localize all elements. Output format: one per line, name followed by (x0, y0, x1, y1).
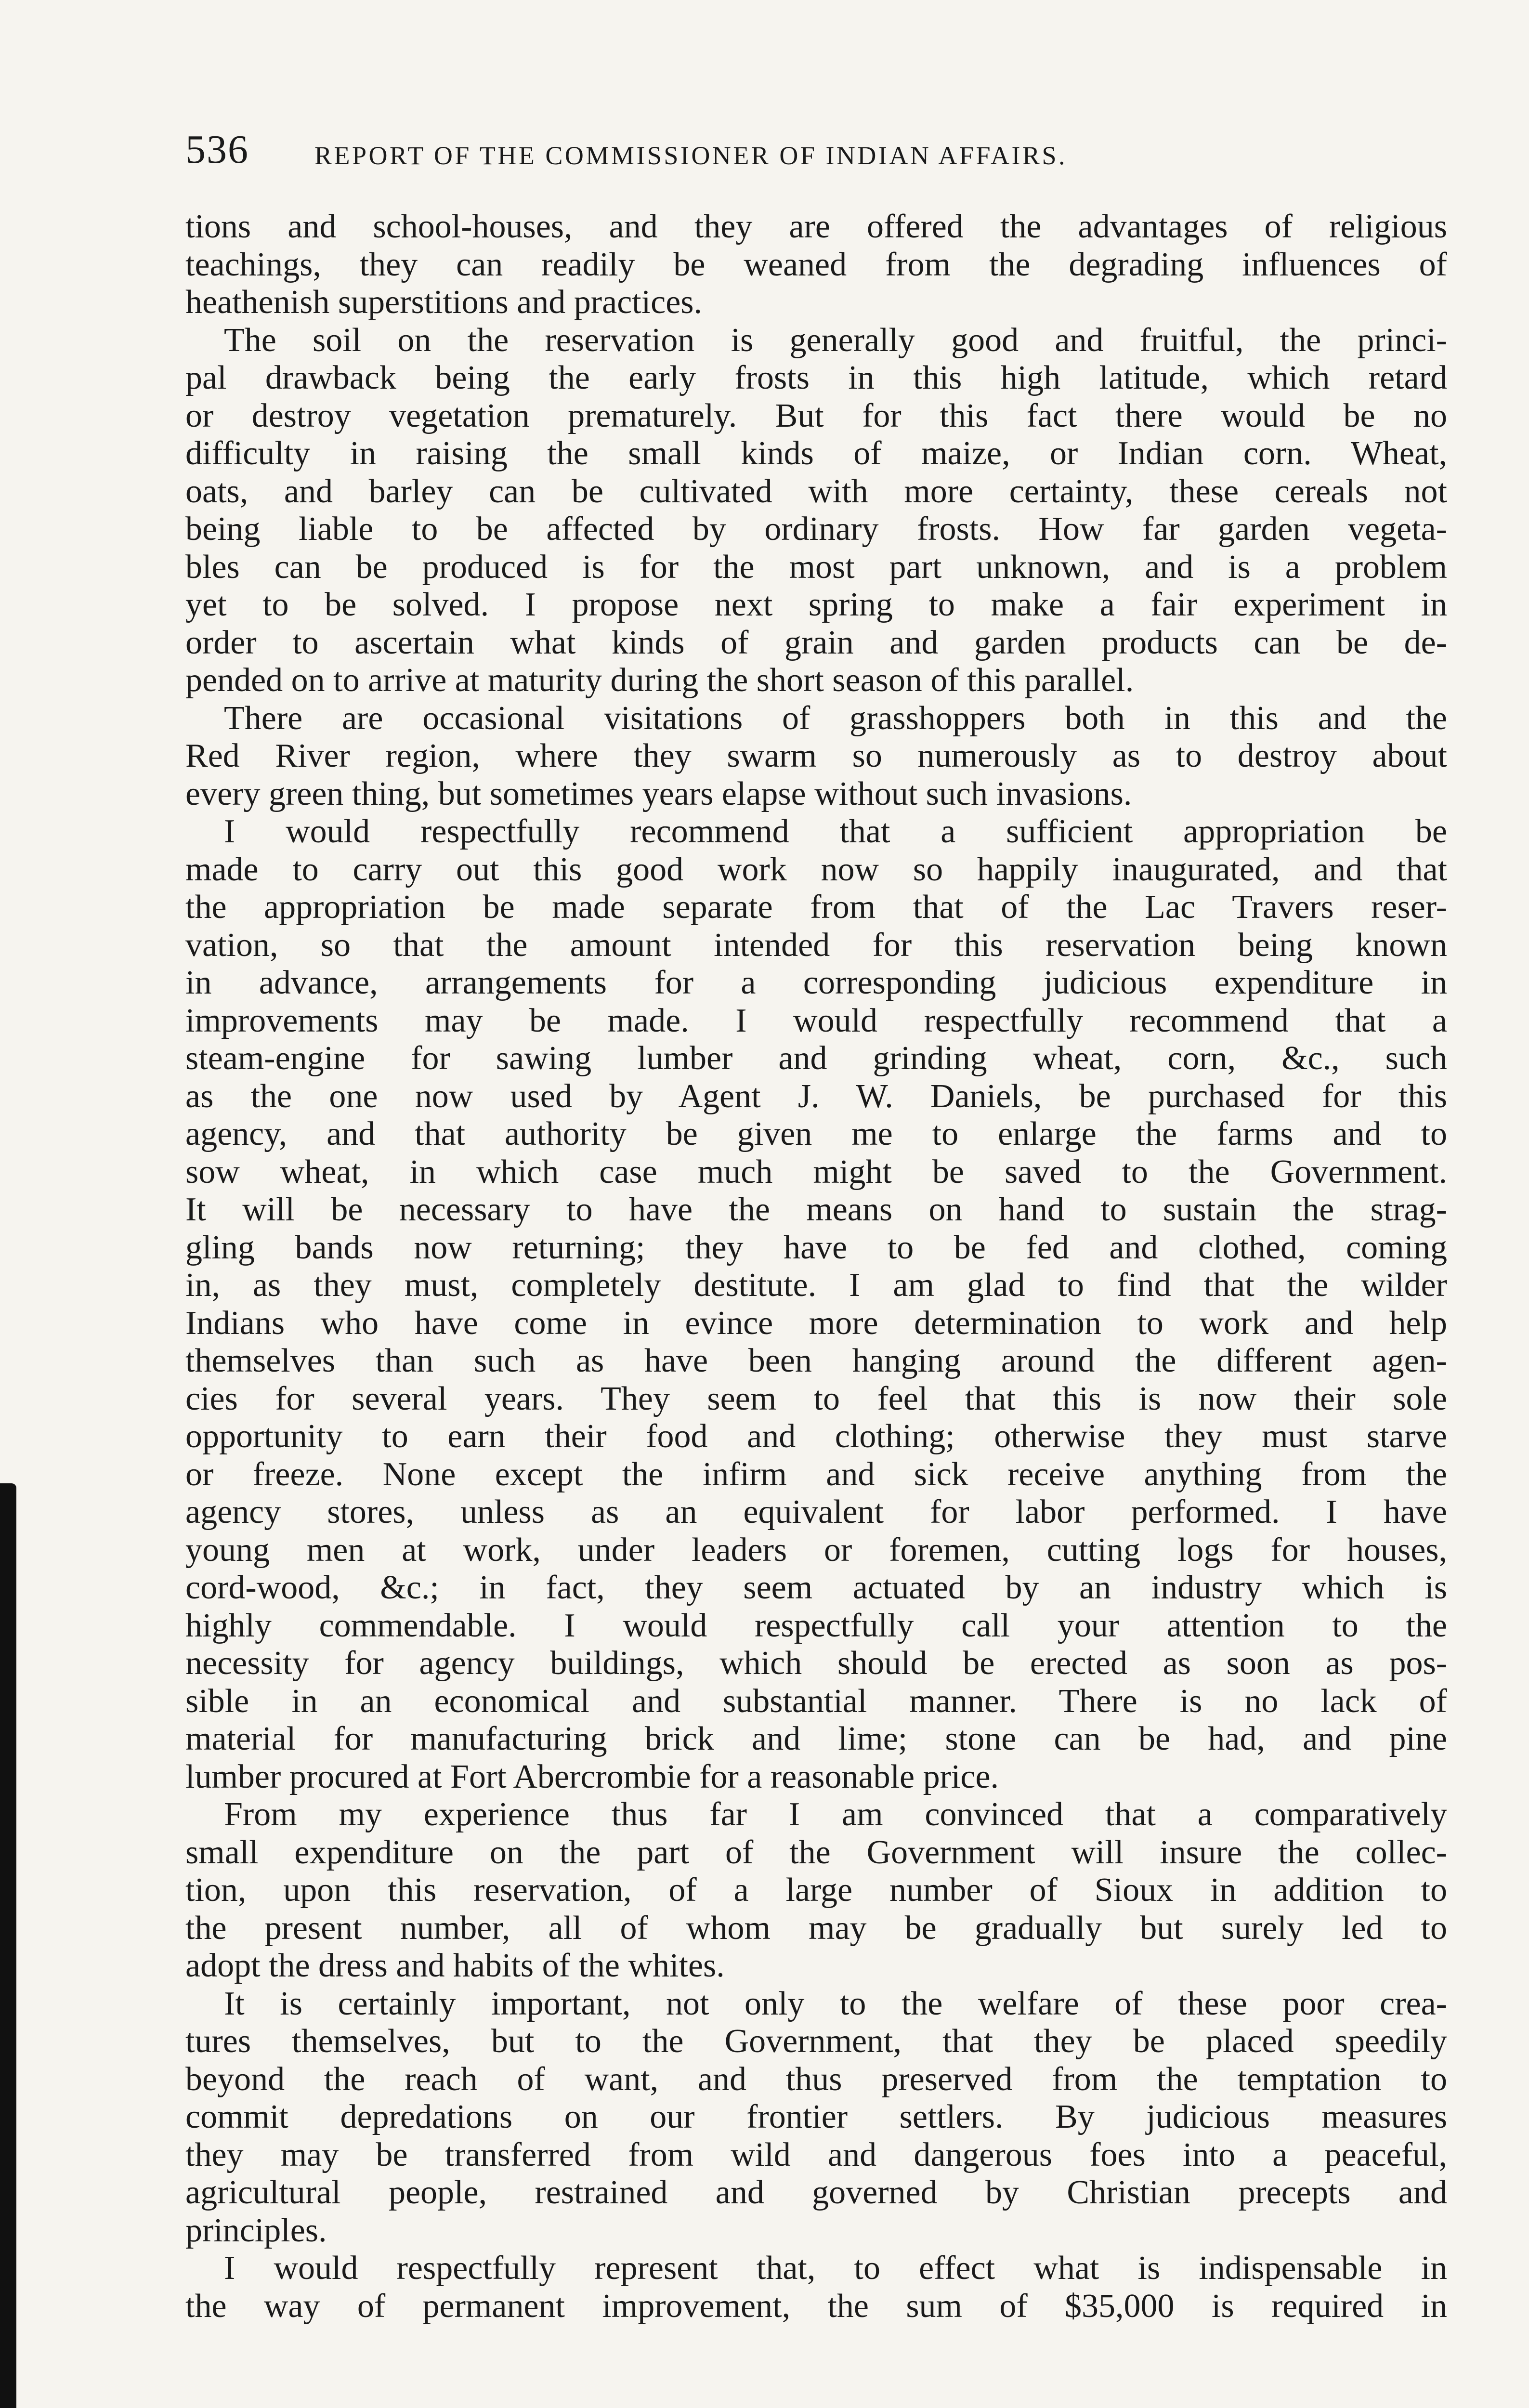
text-line: highly commendable. I would respectfully call your attention to the (185, 1607, 1447, 1644)
paragraph-first-line: I would respectfully recommend that a sufficient appropriation be (224, 813, 1447, 850)
text-line: yet to be solved. I propose next spring to make a fair experiment in (185, 586, 1447, 623)
text-line: agricultural people, restrained and governed by Christian precepts and (185, 2174, 1447, 2211)
text-line: or destroy vegetation prematurely. But for this fact there would be no (185, 397, 1447, 434)
text-line: every green thing, but sometimes years elapse without such invasions. (185, 775, 1132, 812)
text-line: necessity for agency buildings, which should be erected as soon as pos- (185, 1645, 1447, 1682)
text-line: pal drawback being the early frosts in this high latitude, which retard (185, 359, 1447, 396)
text-line: Red River region, where they swarm so numerously as to destroy about (185, 737, 1447, 774)
text-line: in, as they must, completely destitute. I am glad to find that the wilder (185, 1267, 1447, 1304)
text-line: agency stores, unless as an equivalent for labor performed. I have (185, 1493, 1447, 1531)
text-line: commit depredations on our frontier settlers. By judicious measures (185, 2098, 1447, 2135)
text-line: pended on to arrive at maturity during the short season of this parallel. (185, 662, 1134, 699)
text-line: tion, upon this reservation, of a large number of Sioux in addition to (185, 1871, 1447, 1909)
paragraph-first-line: The soil on the reservation is generally good and fruitful, the princi- (224, 321, 1447, 359)
text-line: themselves than such as have been hanging around the different agen- (185, 1342, 1447, 1379)
text-line: cies for several years. They seem to feel that this is now their sole (185, 1380, 1447, 1417)
text-line: cord-wood, &c.; in fact, they seem actuated by an industry which is (185, 1569, 1447, 1606)
paragraph-first-line: I would respectfully represent that, to effect what is indispensable in (224, 2250, 1447, 2287)
text-line: being liable to be affected by ordinary frosts. How far garden vegeta- (185, 510, 1447, 548)
text-line: tures themselves, but to the Government, that they be placed speedily (185, 2023, 1447, 2060)
text-line: beyond the reach of want, and thus preserved from the temptation to (185, 2060, 1447, 2098)
text-line: or freeze. None except the infirm and sick receive anything from the (185, 1455, 1447, 1493)
text-line: lumber procured at Fort Abercrombie for a reasonable price. (185, 1758, 999, 1795)
text-line: order to ascertain what kinds of grain and garden products can be de- (185, 624, 1447, 661)
text-line: as the one now used by Agent J. W. Daniels, be purchased for this (185, 1077, 1447, 1115)
text-line: they may be transferred from wild and dangerous foes into a peaceful, (185, 2136, 1447, 2173)
scan-binding-edge (0, 1483, 16, 2408)
text-line: sible in an economical and substantial manner. There is no lack of (185, 1682, 1447, 1720)
text-line: heathenish superstitions and practices. (185, 284, 703, 321)
text-line: Indians who have come in evince more determination to work and help (185, 1304, 1447, 1342)
page-header (185, 126, 1462, 179)
text-line: oats, and barley can be cultivated with more certainty, these cereals not (185, 472, 1447, 510)
text-line: material for manufacturing brick and lime; stone can be had, and pine (185, 1720, 1447, 1757)
text-line: tions and school-houses, and they are offered the advantages of religious (185, 208, 1447, 245)
text-line: sow wheat, in which case much might be saved to the Government. (185, 1153, 1447, 1191)
text-line: vation, so that the amount intended for this reservation being known (185, 926, 1447, 964)
text-line: the appropriation be made separate from that of the Lac Travers reser- (185, 889, 1447, 926)
text-line: agency, and that authority be given me to enlarge the farms and to (185, 1115, 1447, 1152)
text-line: opportunity to earn their food and clothing; otherwise they must starve (185, 1418, 1447, 1455)
text-line: teachings, they can readily be weaned from the degrading influences of (185, 246, 1447, 283)
text-line: It will be necessary to have the means on hand to sustain the strag- (185, 1191, 1447, 1228)
text-line: made to carry out this good work now so happily inaugurated, and that (185, 851, 1447, 888)
paragraph-first-line: From my experience thus far I am convinced that a comparatively (224, 1796, 1447, 1833)
text-line: in advance, arrangements for a corresponding judicious expenditure in (185, 964, 1447, 1001)
text-line: small expenditure on the part of the Government will insure the collec- (185, 1833, 1447, 1871)
text-line: improvements may be made. I would respectfully recommend that a (185, 1002, 1447, 1039)
running-title: REPORT OF THE COMMISSIONER OF INDIAN AFFAIRS. (314, 141, 1067, 170)
text-line: difficulty in raising the small kinds of maize, or Indian corn. Wheat, (185, 435, 1447, 472)
paragraph-first-line: It is certainly important, not only to the welfare of these poor crea- (224, 1985, 1447, 2022)
text-line: principles. (185, 2212, 327, 2249)
text-line: adopt the dress and habits of the whites. (185, 1947, 725, 1984)
page-number: 536 (185, 127, 249, 172)
text-line: bles can be produced is for the most part unknown, and is a problem (185, 548, 1447, 586)
paragraph-first-line: There are occasional visitations of grasshoppers both in this and the (224, 699, 1447, 737)
text-line: the way of permanent improvement, the sum of $35,000 is required in (185, 2287, 1447, 2325)
text-line: gling bands now returning; they have to be fed and clothed, coming (185, 1229, 1447, 1266)
body-text (185, 208, 1447, 2325)
text-line: the present number, all of whom may be gradually but surely led to (185, 1909, 1447, 1947)
text-line: young men at work, under leaders or foremen, cutting logs for houses, (185, 1531, 1447, 1569)
text-line: steam-engine for sawing lumber and grinding wheat, corn, &c., such (185, 1040, 1447, 1077)
